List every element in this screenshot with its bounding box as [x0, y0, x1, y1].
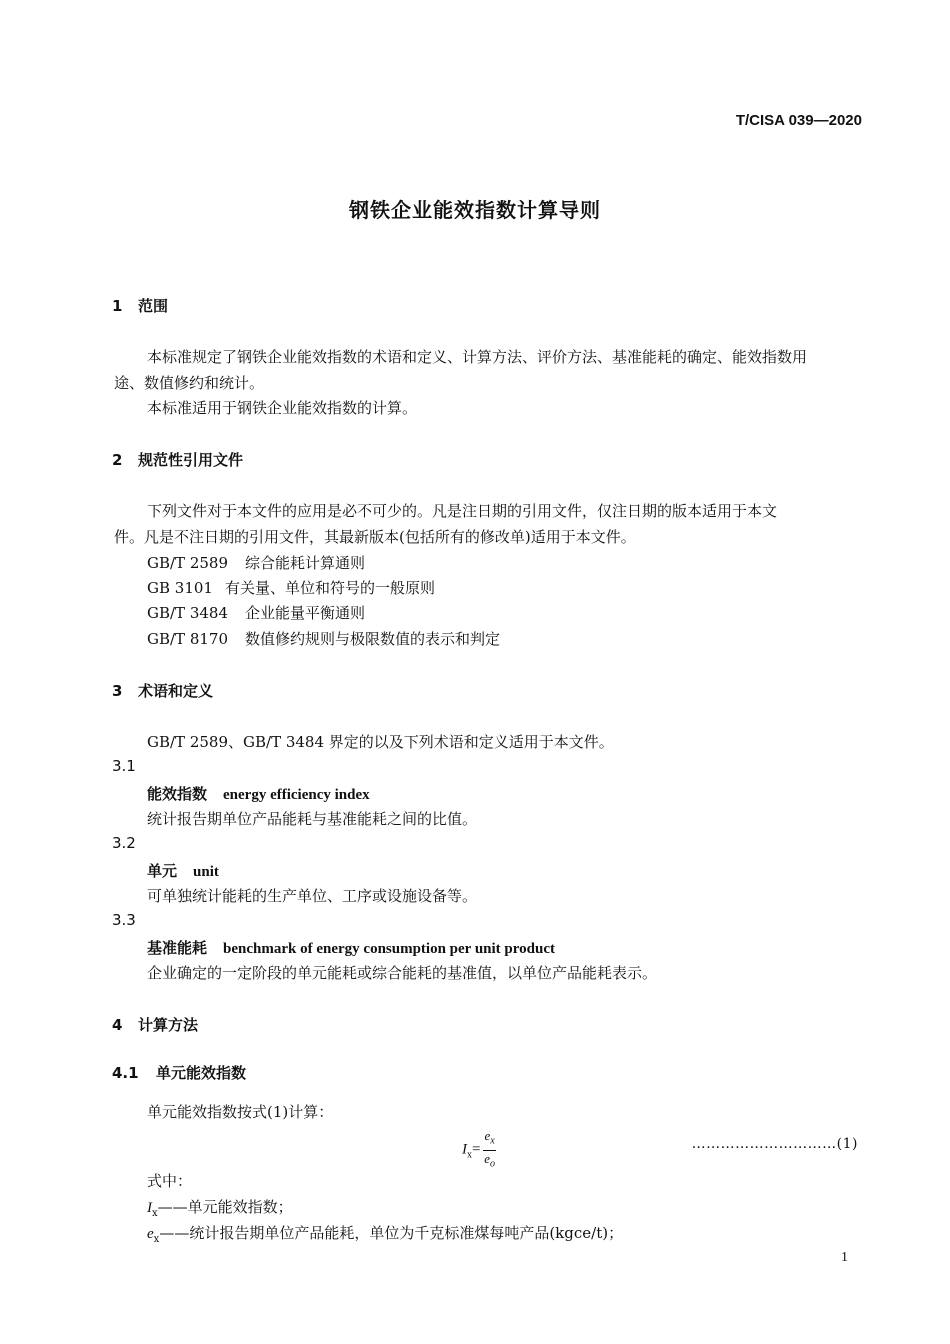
term-number: 3.3 — [112, 911, 136, 929]
reference-code: GB/T 8170 — [147, 630, 229, 648]
formula-denominator: $e_o$ — [484, 1150, 495, 1170]
variable-dash: —— — [157, 1198, 188, 1216]
reference-name: 数值修约规则与极限数值的表示和判定 — [245, 630, 501, 648]
section-3-heading — [112, 680, 213, 701]
section-number: 4 — [112, 1016, 123, 1034]
term-heading — [147, 937, 555, 958]
equation-number: …………………………(1) — [691, 1136, 858, 1152]
variable-description: 统计报告期单位产品能耗，单位为千克标准煤每吨产品(kgce/t)； — [189, 1224, 624, 1242]
standard-number: T/CISA 039—2020 — [735, 112, 862, 129]
paragraph: 单元能效指数按式(1)计算： — [147, 1103, 334, 1121]
page-number: 1 — [841, 1250, 848, 1265]
term-number: 3.2 — [112, 834, 136, 852]
term-definition: 可单独统计能耗的生产单位、工序或设施设备等。 — [147, 887, 478, 905]
reference-name: 有关量、单位和符号的一般原则 — [225, 579, 436, 597]
formula-numerator: $e_x$ — [483, 1128, 495, 1151]
paragraph: GB/T 2589、GB/T 3484 界定的以及下列术语和定义适用于本文件。 — [147, 733, 614, 751]
reference-code: GB/T 3484 — [147, 604, 229, 622]
paragraph: 途、数值修约和统计。 — [114, 374, 265, 392]
term-chinese: 能效指数 — [147, 785, 208, 803]
term-definition: 企业确定的一定阶段的单元能耗或综合能耗的基准值，以单位产品能耗表示。 — [147, 964, 658, 982]
where-label: 式中： — [147, 1172, 193, 1190]
paragraph: 本标准规定了钢铁企业能效指数的术语和定义、计算方法、评价方法、基准能耗的确定、能效指数用 — [147, 348, 808, 366]
variable-symbol: I — [147, 1200, 152, 1216]
formula-fraction — [483, 1128, 495, 1172]
reference-item — [147, 577, 435, 598]
term-chinese: 单元 — [147, 862, 178, 880]
variable-dash: —— — [159, 1224, 190, 1242]
term-heading — [147, 783, 370, 804]
section-2-heading — [112, 449, 243, 470]
paragraph: 件。凡是不注日期的引用文件，其最新版本(包括所有的修改单)适用于本文件。 — [114, 528, 636, 546]
term-definition: 统计报告期单位产品能耗与基准能耗之间的比值。 — [147, 810, 478, 828]
document-title: 钢铁企业能效指数计算导则 — [349, 198, 601, 222]
section-number: 2 — [112, 451, 123, 469]
term-number: 3.1 — [112, 757, 136, 775]
reference-name: 企业能量平衡通则 — [245, 604, 366, 622]
variable-subscript: x — [152, 1208, 158, 1219]
section-1-heading — [112, 295, 168, 316]
variable-definition — [147, 1222, 623, 1245]
formula-lhs-subscript: x — [467, 1149, 472, 1161]
section-title: 规范性引用文件 — [138, 451, 244, 469]
section-number: 3 — [112, 682, 123, 700]
section-title: 范围 — [138, 297, 169, 315]
reference-item — [147, 552, 365, 573]
variable-description: 单元能效指数； — [187, 1198, 293, 1216]
subsection-number: 4.1 — [112, 1064, 139, 1082]
reference-item — [147, 602, 365, 623]
subsection-4-1-heading — [112, 1062, 246, 1083]
section-4-heading — [112, 1014, 198, 1035]
subsection-title: 单元能效指数 — [156, 1064, 247, 1082]
section-title: 计算方法 — [138, 1016, 199, 1034]
formula-1 — [462, 1128, 496, 1172]
formula-equals: = — [472, 1141, 481, 1158]
paragraph: 下列文件对于本文件的应用是必不可少的。凡是注日期的引用文件，仅注日期的版本适用于本文 — [147, 502, 778, 520]
section-title: 术语和定义 — [138, 682, 214, 700]
paragraph: 本标准适用于钢铁企业能效指数的计算。 — [147, 399, 418, 417]
reference-item — [147, 628, 500, 649]
term-english: energy efficiency index — [223, 787, 370, 803]
variable-definition — [147, 1196, 293, 1219]
variable-subscript: x — [153, 1234, 160, 1245]
term-chinese: 基准能耗 — [147, 939, 208, 957]
reference-code: GB 3101 — [147, 579, 213, 597]
term-heading — [147, 860, 219, 881]
formula-lhs: I — [462, 1141, 467, 1158]
section-number: 1 — [112, 297, 123, 315]
reference-code: GB/T 2589 — [147, 554, 229, 572]
reference-name: 综合能耗计算通则 — [245, 554, 366, 572]
term-english: benchmark of energy consumption per unit product — [223, 941, 555, 957]
term-english: unit — [193, 864, 219, 880]
variable-symbol: e — [147, 1226, 154, 1242]
